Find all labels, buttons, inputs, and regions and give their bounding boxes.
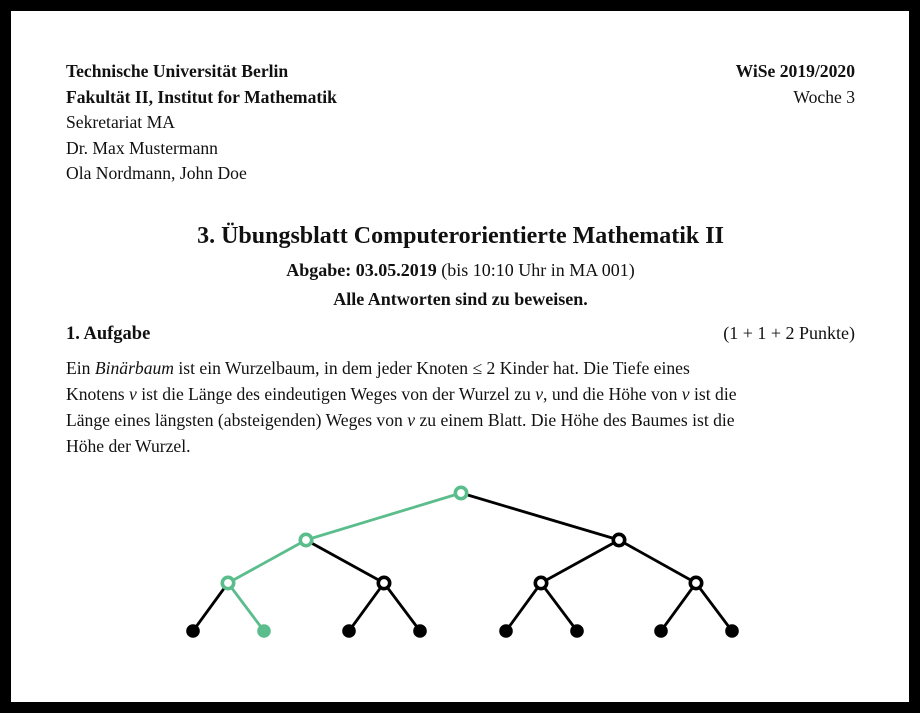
italic-term: v: [535, 384, 544, 404]
italic-term: v: [407, 410, 416, 430]
italic-term: Binärbaum: [94, 358, 175, 378]
week-label: Woche 3: [793, 86, 855, 107]
tree-node-LRa: [342, 624, 356, 638]
text-run: ist ein Wurzelbaum, in dem jeder Knoten ≤ 2 Kinder hat. Die Tiefe eines: [174, 358, 690, 378]
semester-label: WiSe 2019/2020: [735, 61, 855, 81]
secretariat-line: Sekretariat MA: [66, 112, 175, 132]
definition-paragraph: [66, 355, 866, 459]
assistant-names: Ola Nordmann, John Doe: [66, 163, 247, 183]
text-run: ist die Länge des eindeutigen Weges von der Wurzel zu: [136, 384, 536, 404]
tree-edge-LL-LLb: [228, 583, 264, 631]
tree-node-RR: [690, 577, 701, 588]
institution-name: Technische Universität Berlin: [66, 61, 289, 81]
proof-note: Alle Antworten sind zu beweisen.: [333, 289, 588, 309]
tree-node-root: [455, 487, 466, 498]
tree-edge-RL-RLa: [506, 583, 541, 631]
tree-edge-LR-LRa: [349, 583, 384, 631]
tree-node-LLa: [186, 624, 200, 638]
tree-edge-L-LR: [306, 540, 384, 583]
task-points: (1 + 1 + 2 Punkte): [723, 323, 855, 343]
tree-edge-R-RL: [541, 540, 619, 583]
deadline-details: (bis 10:10 Uhr in MA 001): [436, 260, 635, 280]
text-run: Ein: [66, 358, 95, 378]
text-run: Länge eines längsten (absteigenden) Weges von: [66, 410, 408, 430]
lecturer-name: Dr. Max Mustermann: [66, 137, 218, 158]
deadline-line: [66, 257, 855, 283]
paragraph-line-3: [66, 407, 866, 433]
tree-edge-RR-RRb: [696, 583, 732, 631]
tree-edge-LR-LRb: [384, 583, 420, 631]
header-right-block: [736, 59, 855, 110]
text-run: , und die Höhe von: [543, 384, 682, 404]
tree-node-LL: [222, 577, 233, 588]
tree-edge-root-L: [306, 493, 461, 540]
sheet-title: 3. Übungsblatt Computerorientierte Mathematik II: [197, 223, 724, 249]
paragraph-line-1: [66, 355, 866, 381]
header-left-block: [66, 59, 337, 187]
paragraph-line-2: [66, 381, 866, 407]
tree-node-RLa: [499, 624, 513, 638]
tree-edge-RL-RLb: [541, 583, 577, 631]
text-run: Knotens: [66, 384, 130, 404]
tree-edge-RR-RRa: [661, 583, 696, 631]
task-header-row: [66, 320, 855, 348]
tree-node-LRb: [413, 624, 427, 638]
paragraph-line-4: [66, 433, 866, 459]
tree-node-L: [300, 534, 311, 545]
tree-node-RRb: [725, 624, 739, 638]
text-run: ist die: [689, 384, 737, 404]
deadline-date: Abgabe: 03.05.2019: [286, 260, 437, 280]
text-run: Höhe der Wurzel.: [66, 436, 191, 456]
tree-node-LLb: [257, 624, 271, 638]
tree-node-RL: [535, 577, 546, 588]
text-run: zu einem Blatt. Die Höhe des Baumes ist die: [415, 410, 735, 430]
tree-node-LR: [378, 577, 389, 588]
italic-term: v: [129, 384, 137, 404]
italic-term: v: [681, 384, 690, 404]
tree-edge-R-RR: [619, 540, 696, 583]
tree-edge-root-R: [461, 493, 619, 540]
tree-node-RLb: [570, 624, 584, 638]
tree-node-RRa: [654, 624, 668, 638]
faculty-name: Fakultät II, Institut for Mathematik: [66, 86, 337, 107]
task-label: 1. Aufgabe: [66, 324, 151, 344]
tree-node-R: [613, 534, 624, 545]
tree-edge-LL-LLa: [193, 583, 228, 631]
tree-edge-L-LL: [228, 540, 306, 583]
